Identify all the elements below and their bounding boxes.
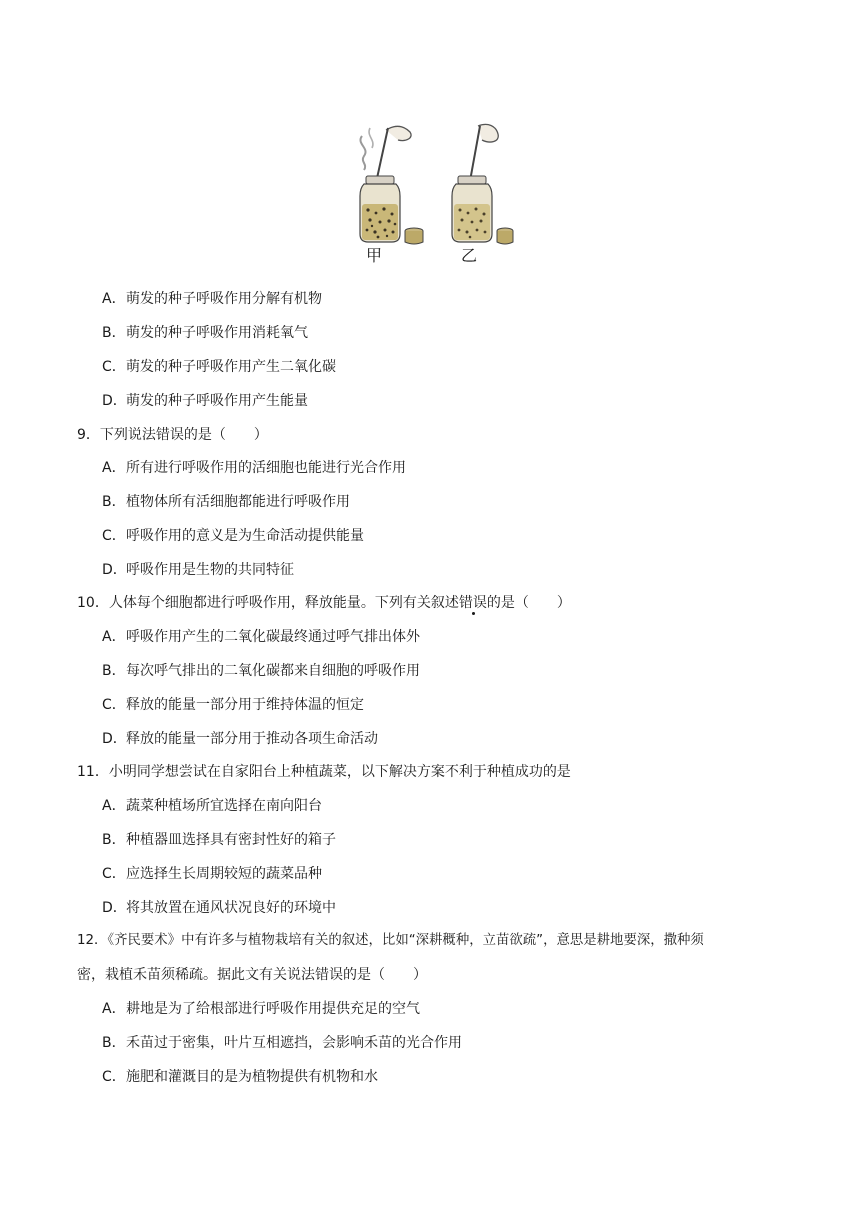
option-text: 将其放置在通风状况良好的环境中: [126, 900, 336, 916]
option-text: 所有进行呼吸作用的活细胞也能进行光合作用: [126, 460, 406, 476]
q8-option-c: [102, 357, 336, 377]
q9-option-a: [102, 458, 406, 478]
q8-option-a: [102, 289, 322, 309]
figure-label-yi: 乙: [461, 246, 478, 265]
option-key: C．: [102, 697, 126, 713]
q10-option-d: [102, 729, 378, 749]
option-key: C．: [102, 866, 126, 882]
option-key: A．: [102, 629, 126, 645]
option-key: B．: [102, 325, 126, 341]
q11-option-a: [102, 796, 322, 816]
q9-option-b: [102, 492, 350, 512]
q10-stem: [77, 593, 571, 613]
q8-option-d: [102, 391, 308, 411]
option-text: 施肥和灌溉目的是为植物提供有机物和水: [126, 1069, 378, 1085]
q9-option-c: [102, 526, 364, 546]
q9-stem: 9．下列说法错误的是（ ）: [77, 427, 268, 443]
q8-option-b: [102, 323, 308, 343]
option-key: B．: [102, 663, 126, 679]
q10-stem-part-a: 10．人体每个细胞都进行呼吸作用，释放能量。下列有关叙述: [77, 595, 459, 611]
q11-stem: 11．小明同学想尝试在自家阳台上种植蔬菜，以下解决方案不利于种植成功的是: [77, 764, 571, 780]
option-text: 萌发的种子呼吸作用产生二氧化碳: [126, 359, 336, 375]
jar-experiment-illustration: [340, 118, 520, 248]
q12-stem-line1: 12．《齐民要术》中有许多与植物栽培有关的叙述，比如“深耕穊种，立苗欲疏”，意思是耕地要深，撒种须: [77, 933, 704, 948]
option-text: 耕地是为了给根部进行呼吸作用提供充足的空气: [126, 1001, 420, 1017]
option-key: A．: [102, 798, 126, 814]
option-key: D．: [102, 393, 127, 409]
jar-yi: [452, 124, 513, 244]
option-text: 种植器皿选择具有密封性好的箱子: [126, 832, 336, 848]
option-key: B．: [102, 1035, 126, 1051]
option-text: 蔬菜种植场所宜选择在南向阳台: [126, 798, 322, 814]
option-text: 每次呼气排出的二氧化碳都来自细胞的呼吸作用: [126, 663, 420, 679]
q11-option-d: [102, 898, 336, 918]
option-text: 萌发的种子呼吸作用分解有机物: [126, 291, 322, 307]
q12-stem-line2: 密，栽植禾苗须稀疏。据此文有关说法错误的是（ ）: [77, 967, 427, 983]
option-key: A．: [102, 1001, 126, 1017]
q11-option-b: [102, 830, 336, 850]
q11-option-c: [102, 864, 322, 884]
q12-option-b: [102, 1033, 462, 1053]
figure-label-jia: 甲: [366, 246, 383, 265]
option-text: 释放的能量一部分用于推动各项生命活动: [126, 731, 378, 747]
option-text: 应选择生长周期较短的蔬菜品种: [126, 866, 322, 882]
option-key: A．: [102, 460, 126, 476]
q12-option-c: [102, 1067, 378, 1087]
option-key: D．: [102, 900, 127, 916]
q10-option-b: [102, 661, 420, 681]
option-key: D．: [102, 562, 127, 578]
q10-stem-part-b: 的是（ ）: [486, 595, 571, 611]
option-key: A．: [102, 291, 126, 307]
q10-emphasis-dotted: 错误: [458, 595, 487, 611]
q10-option-c: [102, 695, 364, 715]
option-key: B．: [102, 494, 126, 510]
option-key: C．: [102, 359, 126, 375]
q12-option-a: [102, 999, 420, 1019]
option-key: C．: [102, 528, 126, 544]
jar-jia: [360, 126, 423, 244]
option-text: 呼吸作用的意义是为生命活动提供能量: [126, 528, 364, 544]
option-text: 萌发的种子呼吸作用产生能量: [126, 393, 308, 409]
option-text: 萌发的种子呼吸作用消耗氧气: [126, 325, 308, 341]
option-text: 呼吸作用是生物的共同特征: [126, 562, 294, 578]
option-text: 禾苗过于密集，叶片互相遮挡，会影响禾苗的光合作用: [126, 1035, 462, 1051]
option-text: 呼吸作用产生的二氧化碳最终通过呼气排出体外: [126, 629, 420, 645]
option-key: B．: [102, 832, 126, 848]
option-text: 植物体所有活细胞都能进行呼吸作用: [126, 494, 350, 510]
q10-option-a: [102, 627, 420, 647]
option-key: D．: [102, 731, 127, 747]
q9-option-d: [102, 560, 294, 580]
option-text: 释放的能量一部分用于维持体温的恒定: [126, 697, 364, 713]
option-key: C．: [102, 1069, 126, 1085]
